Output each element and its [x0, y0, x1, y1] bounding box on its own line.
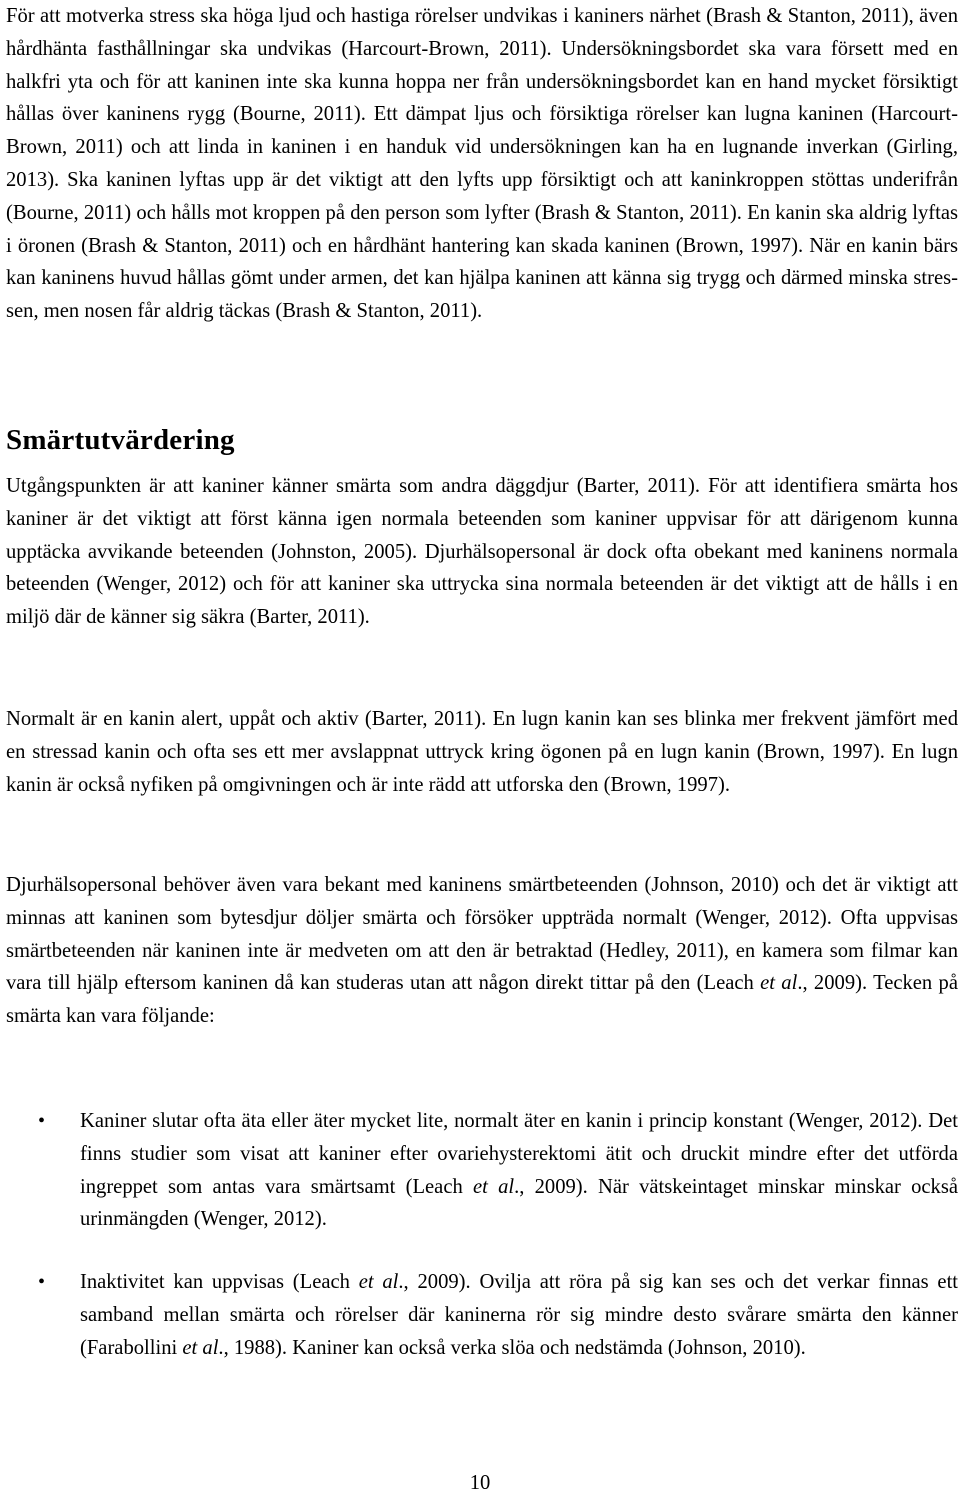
paragraph-normal-behavior: Normalt är en kanin alert, uppåt och aktiv (Barter, 2011). En lugn kanin kan ses blinka mer frekvent jämfört med en stressad kanin och ofta ses ett mer avslappnat uttryck kring ögonen på en lugn kanin (Brown, 1997). En lugn kanin är också nyfiken på omgivningen och är inte rädd att utforska den (Brown, 1997). [6, 708, 958, 796]
text-run: ., 1988). Kaniner kan också verka slöa och nedstämda (Johnson, 2010). [218, 1336, 806, 1359]
text-run: ., 2009). Tecken på smärta kan vara följande: [6, 972, 958, 1028]
text-run: ., 2009). När vätskeintaget minskar minskar också urinmängden (Wenger, 2012). [80, 1175, 959, 1231]
page-number: 10 [469, 1472, 491, 1494]
text-run: Kaniner slutar ofta äta eller äter mycket lite, normalt äter en kanin i princip konstant (Wenger, 2012). Det finns studier som visat att kaniner efter ovariehysterektomi ätit och druckit mindre efter det utförda ingreppet som antas vara smärtsamt (Leach [80, 1110, 958, 1198]
text-run: ., 2009). Ovilja att röra på sig kan ses och det verkar finnas ett samband mellan smärta och rörelser där kaninerna rör sig mindre desto svårare smärta den känner (Farabollini [80, 1271, 959, 1359]
paragraph-pain-behavior [6, 869, 958, 1033]
list-item [6, 1105, 958, 1236]
list-item [6, 1266, 958, 1364]
italic-et-al: et al [760, 972, 798, 995]
text-run: Djurhälsopersonal behöver även vara bekant med kaninens smärtbeteenden (Johnson, 2010) och det är viktigt att minnas att kaninen som bytesdjur döljer smärta och försöker uppträda normalt (Wenger, 2012). Ofta uppvisas smärtbeteenden när kaninen inte är medveten om att den är betraktad (Hedley, 2011), en kamera som filmar kan vara till hjälp eftersom kaninen då kan studeras utan att någon direkt tittar på den (Leach [6, 874, 958, 995]
paragraph-pain-assessment: Utgångspunkten är att kaniner känner smärta som andra däggdjur (Barter, 2011). För att identifiera smärta hos kaniner är det viktigt att först känna igen normala beteenden som kaniner uppvisar för att därigenom kunna upptäcka avvikande beteenden (Johnston, 2005). Djurhälsopersonal är dock ofta obekant med kaninens normala beteenden (Wenger, 2012) och för att kaniner ska uttrycka sina normala beteenden är det viktigt att de hålls i en miljö där de känner sig säkra (Barter, 2011). [6, 475, 958, 629]
bullet-icon: • [38, 1271, 46, 1293]
italic-et-al: et al [472, 1175, 515, 1198]
bullet-list-1 [6, 1105, 958, 1236]
italic-et-al: et al [358, 1271, 399, 1293]
text-run: Inaktivitet kan uppvisas (Leach [80, 1271, 359, 1293]
bullet-list-2 [6, 1266, 958, 1364]
bullet-icon: • [38, 1110, 46, 1132]
section-heading: Smärtutvärdering [6, 424, 235, 456]
italic-et-al: et al [182, 1336, 219, 1359]
paragraph-handling: För att motverka stress ska höga ljud och hastiga rörelser undvikas i kaniners närhet (Brash & Stanton, 2011), även hårdhänta fasthållningar ska undvikas (Harcourt-Brown, 2011). Undersökningsbordet ska vara försett med en halkfri yta och för att kaninen inte ska kunna hoppa ner från undersökningsbordet kan en hand mycket försiktigt hållas över kaninens rygg (Bourne, 2011). Ett dämpat ljus och försiktiga rörelser kan lugna kaninen (Harcourt-Brown, 2011) och att linda in kaninen i en handuk vid undersökningen kan ha en lugnande inverkan (Girling, 2013). Ska kaninen lyftas upp är det viktigt att den lyfts upp försiktigt och att kaninkroppen stöttas underifrån (Bourne, 2011) och hålls mot kroppen på den person som lyfter (Brash & Stanton, 2011). En kanin ska aldrig lyftas i öronen (Brash & Stanton, 2011) och en hårdhänt hantering kan skada kaninen (Brown, 1997). När en kanin bärs kan kaninens huvud hållas gömt under armen, det kan hjälpa kaninen att känna sig trygg och därmed minska stressen, men nosen får aldrig täckas (Brash & Stanton, 2011). [6, 5, 958, 323]
